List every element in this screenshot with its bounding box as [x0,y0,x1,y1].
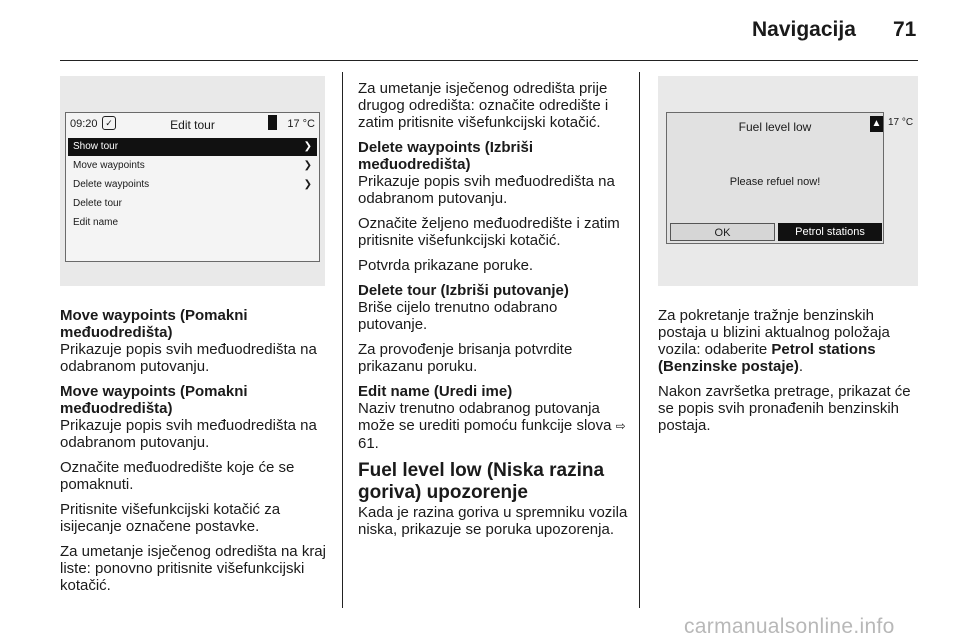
heading-move-waypoints: Move waypoints (Pomakni međuodredišta) [60,383,248,417]
phone-icon [268,115,277,130]
menu-item-move-waypoints[interactable]: Move waypoints ❯ [68,157,317,175]
paragraph-petrol-stations: Za pokretanje tražnje benzinskih postaja u blizini aktualnog položaja vozila: odaberite Petrol stations (Benzinske postaje). [658,307,890,375]
fuel-warning-screenshot [658,76,918,286]
paragraph: Potvrda prikazane poruke. [358,257,534,274]
paragraph: Za provođenje brisanja potvrdite prikazanu poruku. [358,341,573,375]
fuel-warning-popup [666,112,884,244]
status-bar [66,113,319,137]
heading-move-waypoints: Move waypoints (Pomakni međuodredišta) [60,307,248,341]
paragraph-edit-name: Naziv trenutno odabranog putovanja može se urediti pomoću funkcije slova ⇨ 61. [358,400,626,452]
paragraph: Za umetanje isječenog odredišta na kraj liste: ponovno pritisnite višefunkcijski kotačić. [60,543,326,594]
chevron-right-icon: ❯ [303,160,312,171]
edit-tour-screenshot [60,76,325,286]
edit-tour-screen [65,112,320,262]
menu-item-delete-tour[interactable]: Delete tour [73,198,122,209]
paragraph: Prikazuje popis svih međuodredišta na odabranom putovanju. [358,173,615,207]
paragraph: Prikazuje popis svih međuodredišta na odabranom putovanju. [60,417,317,451]
page-reference[interactable]: 61. [358,435,379,452]
chevron-right-icon: ❯ [303,141,312,152]
paragraph: Za umetanje isječenog odredišta prije drugog odredišta: označite odredište i zatim pritisnite višefunkcijski kotačić. [358,80,609,131]
column-3-text [658,307,920,442]
paragraph: Briše cijelo trenutno odabrano putovanje. [358,299,558,333]
column-2-text [358,80,630,546]
menu-item-delete-waypoints[interactable]: Delete waypoints ❯ [68,176,317,194]
column-divider-1 [342,72,343,608]
header-rule [60,60,918,61]
temperature: 17 °C [888,117,914,128]
paragraph: Pritisnite višefunkcijski kotačić za isijecanje označene postavke. [60,501,281,535]
heading-delete-waypoints: Delete waypoints (Izbriši međuodredišta) [358,139,534,173]
watermark: carmanualsonline.info [684,615,895,638]
paragraph: Označite međuodredište koje će se pomaknuti. [60,459,295,493]
paragraph: Kada je razina goriva u spremniku vozila niska, prikazuje se poruka upozorenja. [358,504,628,538]
paragraph: Označite željeno međuodredište i zatim pritisnite višefunkcijski kotačić. [358,215,620,249]
popup-title: Fuel level low [738,120,812,134]
heading-edit-name: Edit name (Uredi ime) [358,383,513,400]
paragraph: Prikazuje popis svih međuodredišta na odabranom putovanju. [60,341,317,375]
column-divider-2 [639,72,640,608]
warning-icon: ▲ [870,116,883,132]
petrol-stations-button[interactable]: Petrol stations [778,223,882,241]
running-header-title: Navigacija [752,18,856,41]
chevron-right-icon: ❯ [303,179,312,190]
menu-item-show-tour[interactable]: Show tour ❯ [68,138,317,156]
page-number: 71 [893,18,917,41]
menu-item-edit-name[interactable]: Edit name [73,217,119,228]
heading-delete-tour: Delete tour (Izbriši putovanje) [358,282,569,299]
clock: 09:20 [70,118,98,130]
ok-button[interactable]: OK [670,223,775,241]
screen-title: Edit tour [170,118,215,132]
column-1-text [60,307,330,602]
petrol-stations-term: Petrol stations (Benzinske postaje) [658,341,876,375]
temperature: 17 °C [287,118,315,130]
paragraph: Nakon završetka pretrage, prikazat će se popis svih pronađenih benzinskih postaja. [658,383,911,434]
popup-message: Please refuel now! [729,176,821,188]
navigation-icon: ✓ [102,116,116,130]
page-reference-arrow-icon: ⇨ [615,419,626,433]
section-heading-fuel-level-low: Fuel level low (Niska razina goriva) upozorenje [358,460,605,503]
